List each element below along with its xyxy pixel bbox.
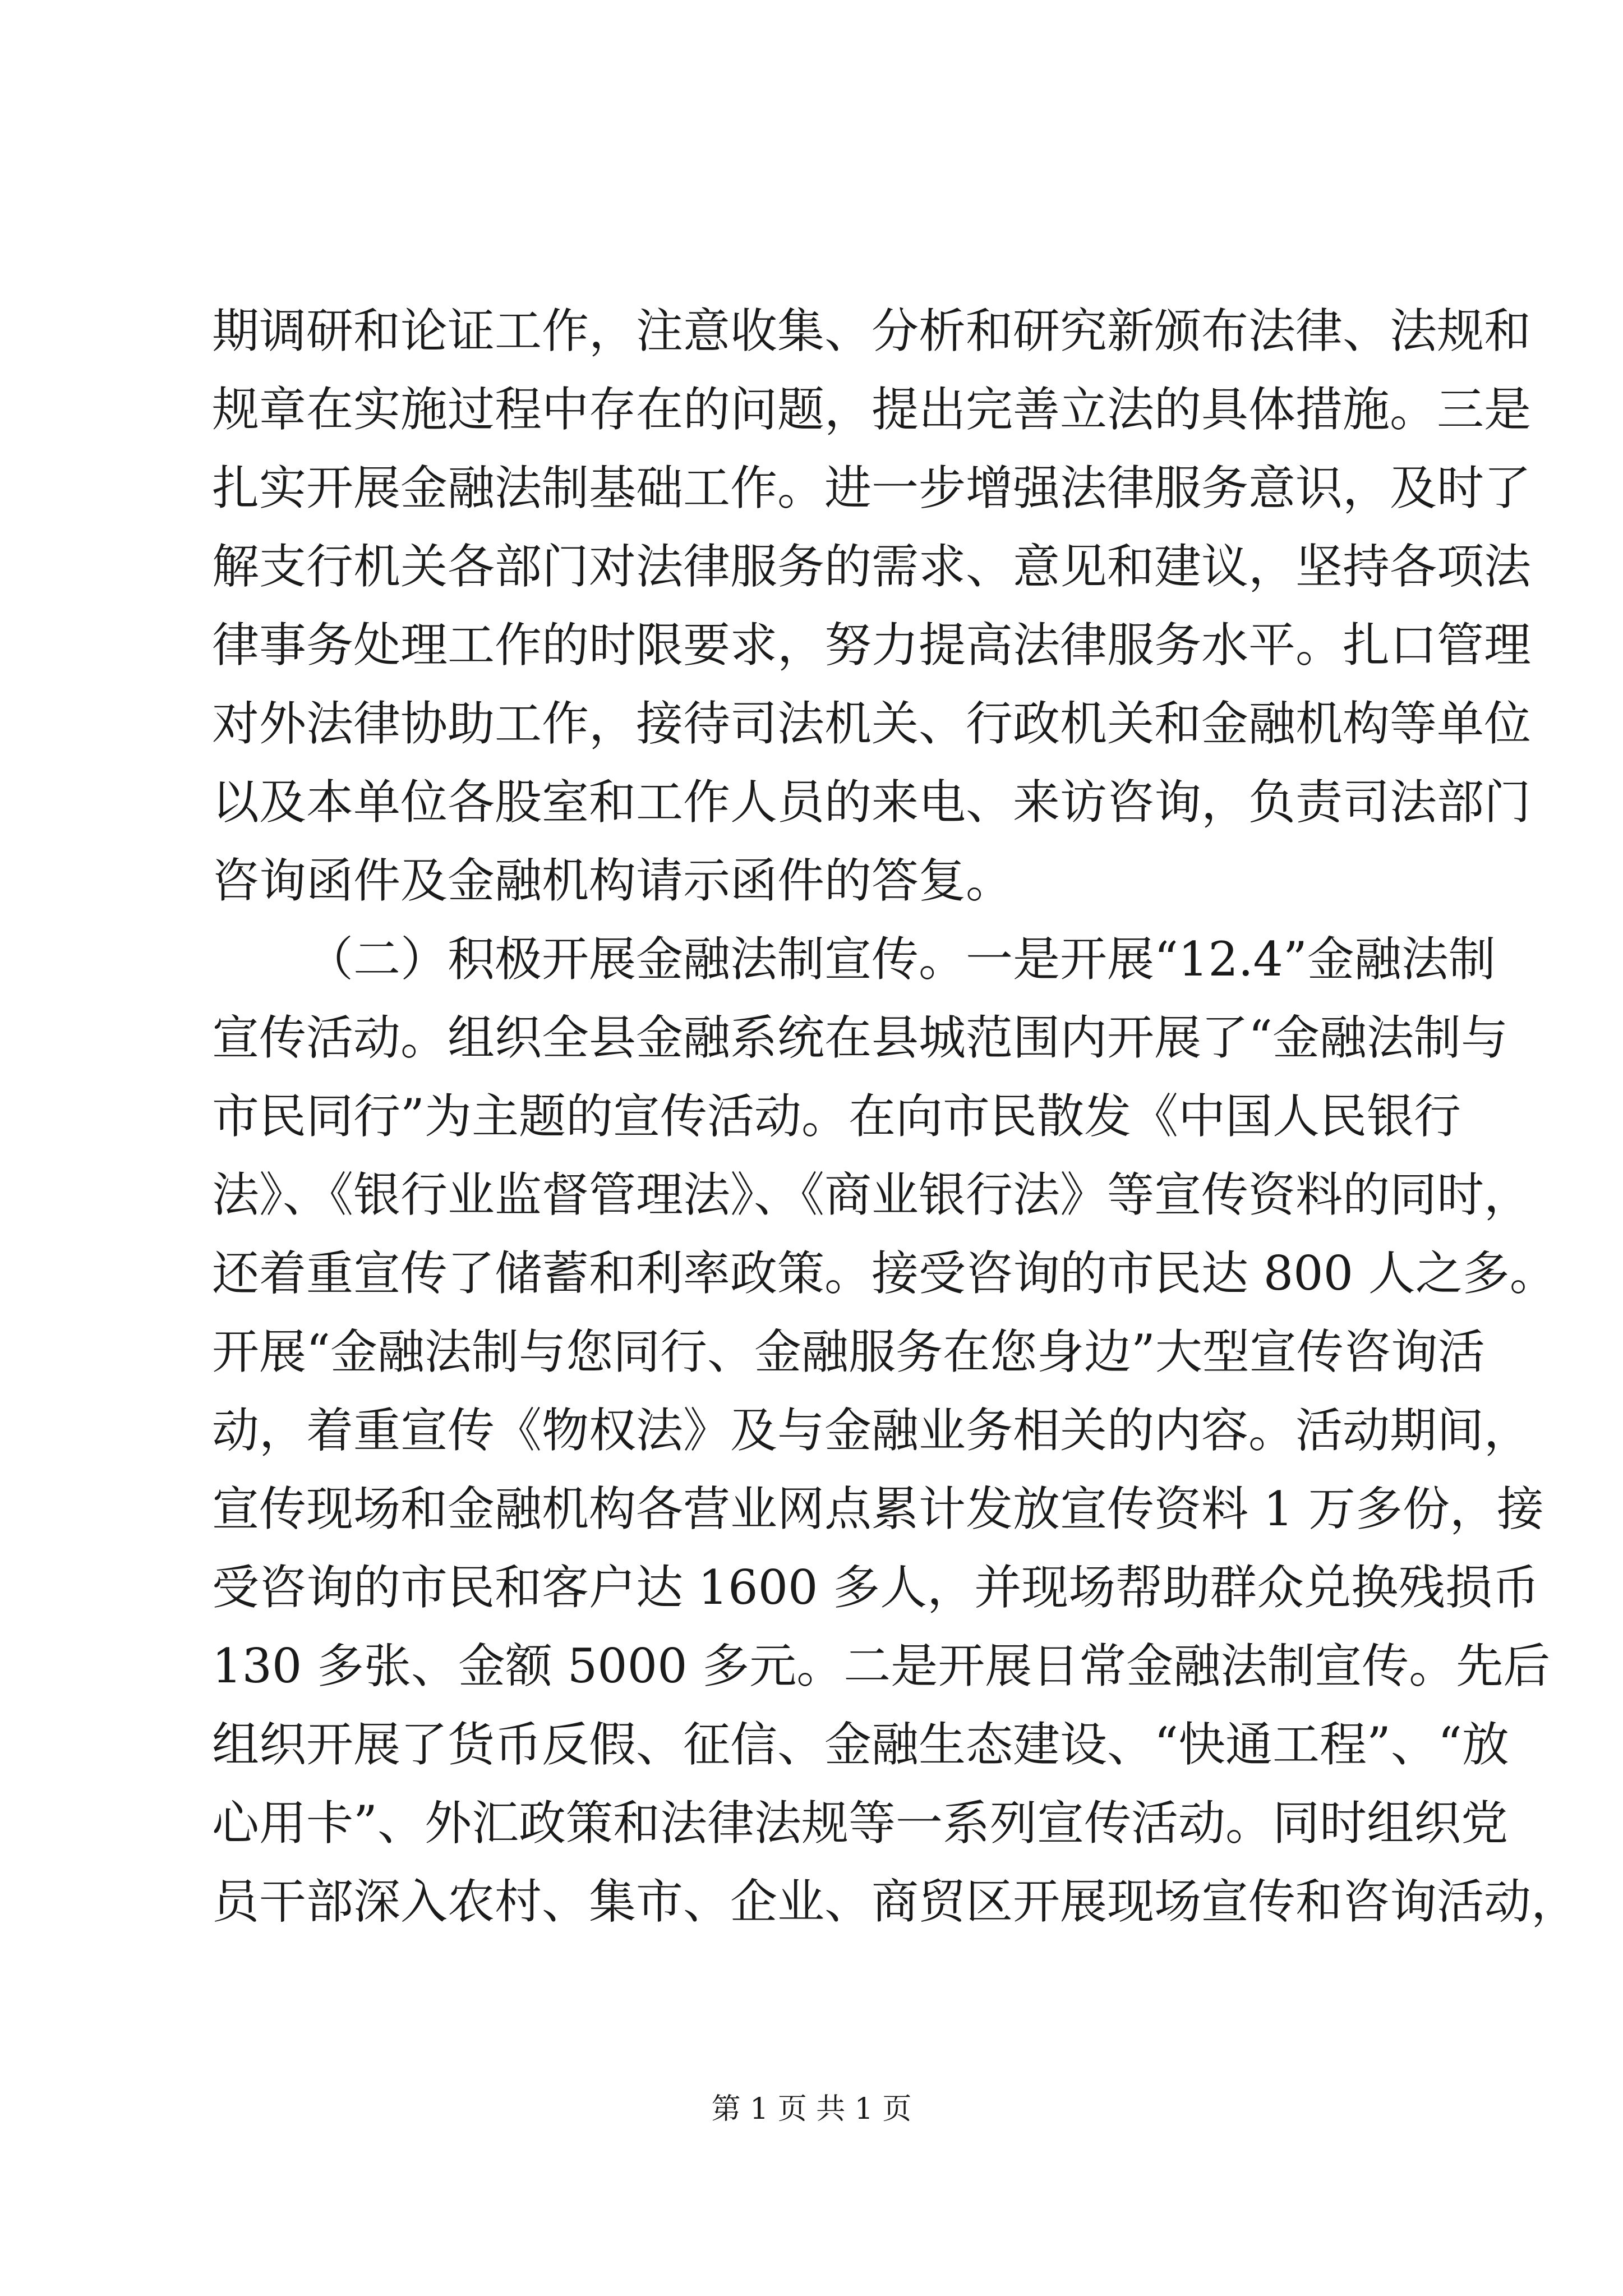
text-line: 法》、《银行业监督管理法》、《商业银行法》等宣传资料的同时， [212, 1167, 1532, 1222]
text-line: 对外法律协助工作，接待司法机关、行政机关和金融机构等单位 [212, 696, 1532, 751]
text-line: 期调研和论证工作，注意收集、分析和研究新颁布法律、法规和 [212, 303, 1532, 358]
text-line: 市民同行”为主题的宣传活动。在向市民散发《中国人民银行 [212, 1089, 1461, 1144]
text-line: 律事务处理工作的时限要求，努力提高法律服务水平。扎口管理 [212, 618, 1532, 673]
text-line: 解支行机关各部门对法律服务的需求、意见和建议，坚持各项法 [212, 539, 1532, 594]
page-footer: 第 1 页 共 1 页 [711, 2092, 912, 2126]
text-line: 员干部深入农村、集市、企业、商贸区开展现场宣传和咨询活动， [212, 1874, 1579, 1929]
text-line: 130 多张、金额 5000 多元。二是开展日常金融法制宣传。先后 [212, 1639, 1551, 1694]
paragraph-start-line: （二）积极开展金融法制宣传。一是开展“12.4”金融法制 [306, 932, 1496, 987]
text-line: 还着重宣传了储蓄和利率政策。接受咨询的市民达 800 人之多。 [212, 1246, 1557, 1301]
text-line: 以及本单位各股室和工作人员的来电、来访咨询，负责司法部门 [212, 775, 1532, 830]
text-line: 开展“金融法制与您同行、金融服务在您身边”大型宣传咨询活 [212, 1324, 1485, 1379]
text-line: 宣传活动。组织全县金融系统在县城范围内开展了“金融法制与 [212, 1010, 1508, 1065]
text-line: 宣传现场和金融机构各营业网点累计发放宣传资料 1 万多份，接 [212, 1481, 1544, 1536]
text-line: 动，着重宣传《物权法》及与金融业务相关的内容。活动期间， [212, 1403, 1532, 1458]
text-line: 受咨询的市民和客户达 1600 多人，并现场帮助群众兑换残损币 [212, 1560, 1540, 1615]
text-line: 规章在实施过程中存在的问题，提出完善立法的具体措施。三是 [212, 382, 1532, 437]
text-line: 心用卡”、外汇政策和法律法规等一系列宣传活动。同时组织党 [212, 1796, 1508, 1851]
text-line: 组织开展了货币反假、征信、金融生态建设、“快通工程”、“放 [212, 1717, 1509, 1772]
text-line: 咨询函件及金融机构请示函件的答复。 [212, 853, 1013, 908]
text-line: 扎实开展金融法制基础工作。进一步增强法律服务意识，及时了 [212, 461, 1532, 516]
